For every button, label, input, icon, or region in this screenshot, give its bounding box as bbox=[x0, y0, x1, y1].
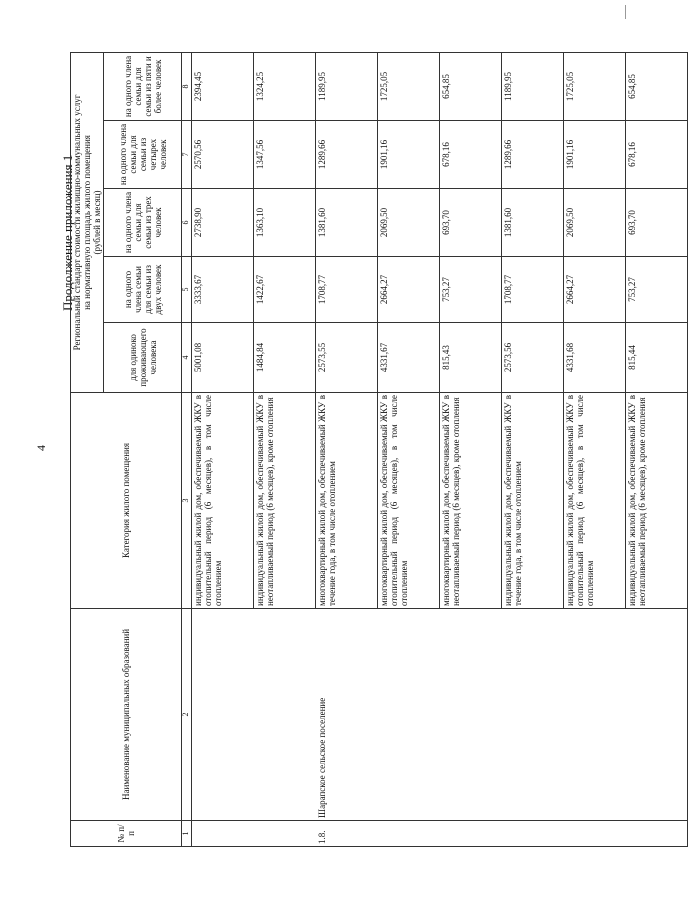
value-cell: 2573,55 bbox=[316, 323, 378, 393]
row-number-cell bbox=[564, 821, 626, 847]
value-cell: 2394,45 bbox=[192, 52, 254, 120]
row-number-cell bbox=[626, 821, 688, 847]
header-col6: на одного члена семьи для семьи из трех человек bbox=[104, 189, 182, 257]
header-num: № п/п bbox=[71, 821, 182, 847]
table-row bbox=[440, 52, 502, 846]
table-row bbox=[502, 52, 564, 846]
col-number: 8 bbox=[182, 52, 192, 120]
value-cell: 3333,67 bbox=[192, 257, 254, 323]
table-body bbox=[192, 52, 688, 846]
col-number: 1 bbox=[182, 821, 192, 847]
value-cell: 1289,66 bbox=[316, 121, 378, 189]
value-cell: 1484,84 bbox=[254, 323, 316, 393]
col-number: 4 bbox=[182, 323, 192, 393]
municipality-cell bbox=[626, 609, 688, 821]
value-cell: 1381,60 bbox=[502, 189, 564, 257]
value-cell: 1347,56 bbox=[254, 121, 316, 189]
header-col5: на одного члена семьи для семьи из двух человек bbox=[104, 257, 182, 323]
value-cell: 1708,77 bbox=[316, 257, 378, 323]
col-number: 3 bbox=[182, 393, 192, 609]
category-cell: индивидуальный жилой дом, обеспечиваемый ЖКУ в неотапливаемый период (6 месяцев), кроме отопления bbox=[254, 393, 316, 609]
category-cell: многоквартирный жилой дом, обеспечиваемый ЖКУ в течение года, в том числе отоплением bbox=[316, 393, 378, 609]
value-cell: 753,27 bbox=[440, 257, 502, 323]
column-number-row bbox=[182, 52, 192, 846]
value-cell: 1189,95 bbox=[502, 52, 564, 120]
value-cell: 1381,60 bbox=[316, 189, 378, 257]
table-header bbox=[71, 52, 192, 846]
row-number-cell bbox=[378, 821, 440, 847]
row-number-cell bbox=[192, 821, 254, 847]
value-cell: 678,16 bbox=[626, 121, 688, 189]
value-cell: 815,44 bbox=[626, 323, 688, 393]
value-cell: 2069,50 bbox=[378, 189, 440, 257]
header-standard-line3: (рублей в месяц) bbox=[92, 52, 104, 392]
value-cell: 693,70 bbox=[626, 189, 688, 257]
value-cell: 654,85 bbox=[626, 52, 688, 120]
value-cell: 654,85 bbox=[440, 52, 502, 120]
header-standard-line2: на нормативную площадь жилого помещения bbox=[82, 52, 92, 392]
col-number: 6 bbox=[182, 189, 192, 257]
value-cell: 1363,10 bbox=[254, 189, 316, 257]
table-row bbox=[192, 52, 254, 846]
value-cell: 4331,68 bbox=[564, 323, 626, 393]
table-row bbox=[316, 52, 378, 846]
row-number-cell bbox=[254, 821, 316, 847]
value-cell: 1189,95 bbox=[316, 52, 378, 120]
value-cell: 1422,67 bbox=[254, 257, 316, 323]
value-cell: 2570,56 bbox=[192, 121, 254, 189]
row-number-cell: 1.8. bbox=[316, 821, 378, 847]
value-cell: 2664,27 bbox=[378, 257, 440, 323]
row-number-cell bbox=[502, 821, 564, 847]
value-cell: 693,70 bbox=[440, 189, 502, 257]
municipality-cell bbox=[192, 609, 254, 821]
value-cell: 2069,50 bbox=[564, 189, 626, 257]
header-col7: на одного члена семьи для семьи из четырех человек bbox=[104, 121, 182, 189]
municipality-cell bbox=[254, 609, 316, 821]
municipality-cell bbox=[502, 609, 564, 821]
municipality-cell bbox=[378, 609, 440, 821]
value-cell: 1708,77 bbox=[502, 257, 564, 323]
municipality-cell: Шарапское сельское поселение bbox=[316, 609, 378, 821]
value-cell: 815,43 bbox=[440, 323, 502, 393]
municipality-cell bbox=[440, 609, 502, 821]
page-number: 4 bbox=[34, 445, 48, 451]
category-cell: многоквартирный жилой дом, обеспечиваемый ЖКУ в отопительный период (6 месяцев), в том числе отоплением bbox=[378, 393, 440, 609]
row-number-cell bbox=[440, 821, 502, 847]
header-col4: для одиноко проживающего человека bbox=[104, 323, 182, 393]
value-cell: 753,27 bbox=[626, 257, 688, 323]
value-cell: 1901,16 bbox=[564, 121, 626, 189]
value-cell: 1324,25 bbox=[254, 52, 316, 120]
value-cell: 2573,56 bbox=[502, 323, 564, 393]
category-cell: индивидуальный жилой дом, обеспечиваемый ЖКУ в отопительный период (6 месяцев), в том числе отоплением bbox=[564, 393, 626, 609]
value-cell: 678,16 bbox=[440, 121, 502, 189]
col-number: 2 bbox=[182, 609, 192, 821]
value-cell: 5001,08 bbox=[192, 323, 254, 393]
municipality-cell bbox=[564, 609, 626, 821]
col-number: 5 bbox=[182, 257, 192, 323]
corner-mark bbox=[625, 5, 626, 19]
value-cell: 1725,05 bbox=[378, 52, 440, 120]
category-cell: индивидуальный жилой дом, обеспечиваемый ЖКУ в отопительный период (6 месяцев), в том числе отоплением bbox=[192, 393, 254, 609]
header-col8: на одного члена семьи для семьи из пяти и более человек bbox=[104, 52, 182, 120]
value-cell: 4331,67 bbox=[378, 323, 440, 393]
header-municipality: Наименование муниципальных образований bbox=[71, 609, 182, 821]
header-standard-line1: Региональный стандарт стоимости жилищно-коммунальных услуг bbox=[71, 52, 83, 392]
category-cell: индивидуальный жилой дом, обеспечиваемый ЖКУ в течение года, в том числе отоплением bbox=[502, 393, 564, 609]
table-row bbox=[564, 52, 626, 846]
col-number: 7 bbox=[182, 121, 192, 189]
header-category: Категория жилого помещения bbox=[71, 393, 182, 609]
value-cell: 1725,05 bbox=[564, 52, 626, 120]
category-cell: многоквартирный жилой дом, обеспечиваемый ЖКУ в неотапливаемый период (6 месяцев), кроме отопления bbox=[440, 393, 502, 609]
table-row bbox=[626, 52, 688, 846]
value-cell: 2738,90 bbox=[192, 189, 254, 257]
value-cell: 2664,27 bbox=[564, 257, 626, 323]
value-cell: 1289,66 bbox=[502, 121, 564, 189]
table-row bbox=[378, 52, 440, 846]
table-row bbox=[254, 52, 316, 846]
continuation-title: Продолжение приложения 1 bbox=[60, 154, 75, 311]
value-cell: 1901,16 bbox=[378, 121, 440, 189]
standard-table bbox=[70, 52, 688, 847]
category-cell: индивидуальный жилой дом, обеспечиваемый ЖКУ в неотапливаемый период (6 месяцев), кроме отопления bbox=[626, 393, 688, 609]
